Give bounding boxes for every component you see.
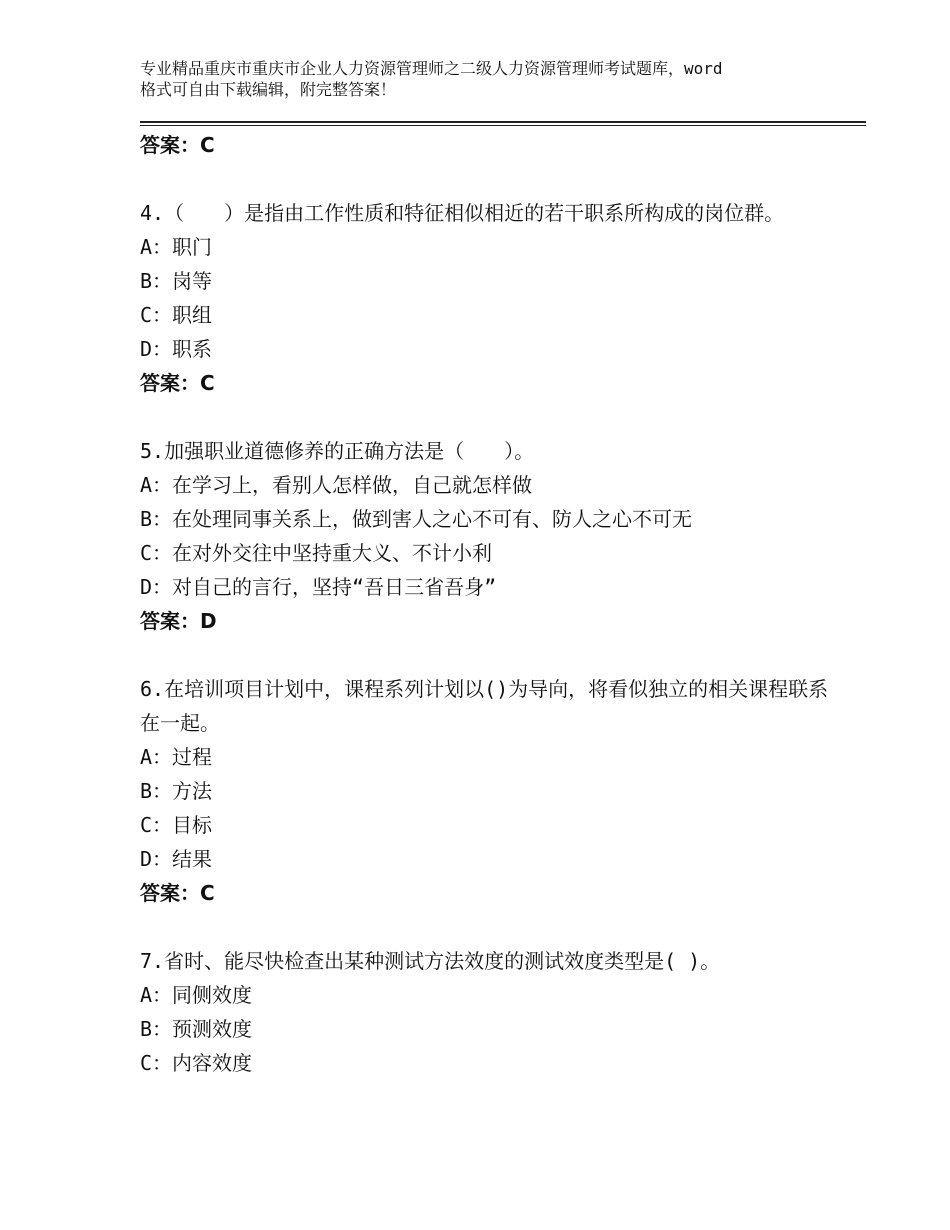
option-d: D：结果 <box>140 847 213 871</box>
question-text: 5.加强职业道德修养的正确方法是（ ）。 <box>140 439 535 463</box>
option-d: D：对自己的言行，坚持“吾日三省吾身” <box>140 575 497 599</box>
option-a: A：同侧效度 <box>140 983 253 1007</box>
answer: 答案：D <box>140 609 217 633</box>
option-c: C：职组 <box>140 303 213 327</box>
option-c: C：内容效度 <box>140 1051 253 1075</box>
option-a: A：在学习上，看别人怎样做，自己就怎样做 <box>140 473 533 497</box>
option-a: A：职门 <box>140 235 213 259</box>
option-d: D：职系 <box>140 337 213 361</box>
question-text: 7.省时、能尽快检查出某种测试方法效度的测试效度类型是( )。 <box>140 949 721 973</box>
option-b: B：岗等 <box>140 269 213 293</box>
header-divider-thin <box>140 125 866 126</box>
question-block-4 <box>140 196 840 400</box>
question-block-6 <box>140 672 840 910</box>
option-c: C：在对外交往中坚持重大义、不计小利 <box>140 541 493 565</box>
header-divider-thick <box>140 121 866 123</box>
document-header <box>140 58 830 100</box>
option-c: C：目标 <box>140 813 213 837</box>
option-b: B：方法 <box>140 779 213 803</box>
question-text: 4.（ ）是指由工作性质和特征相似相近的若干职系所构成的岗位群。 <box>140 201 785 225</box>
option-a: A：过程 <box>140 745 213 769</box>
question-block-7 <box>140 944 840 1080</box>
question-block-5 <box>140 434 840 638</box>
question-text: 6.在培训项目计划中，课程系列计划以()为导向，将看似独立的相关课程联系在一起。 <box>140 677 829 735</box>
header-title-line-2: 格式可自由下载编辑，附完整答案！ <box>140 80 397 99</box>
header-title-line-1: 专业精品重庆市重庆市企业人力资源管理师之二级人力资源管理师考试题库，word <box>140 59 723 78</box>
question-list <box>140 128 840 1080</box>
answer: 答案：C <box>140 881 215 905</box>
option-b: B：预测效度 <box>140 1017 253 1041</box>
previous-answer: 答案：C <box>140 133 215 157</box>
option-b: B：在处理同事关系上，做到害人之心不可有、防人之心不可无 <box>140 507 693 531</box>
answer: 答案：C <box>140 371 215 395</box>
